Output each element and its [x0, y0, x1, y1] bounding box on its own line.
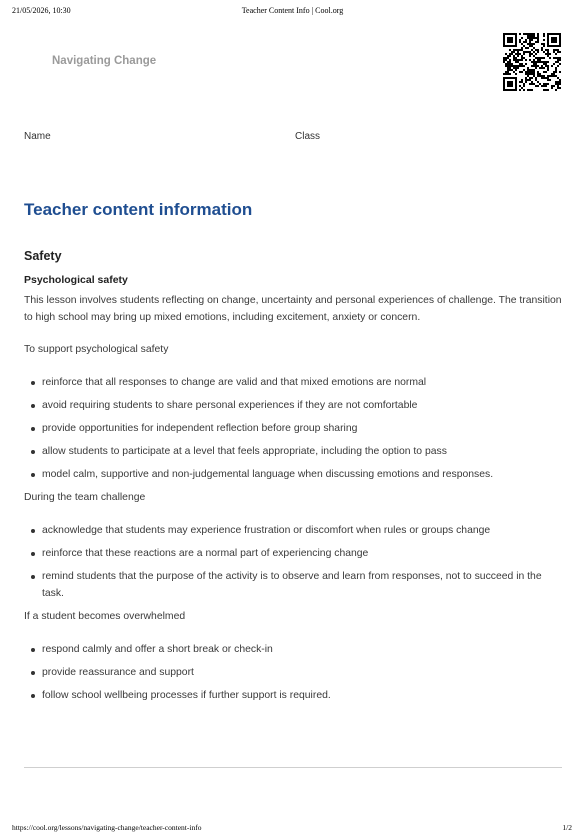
- print-datetime: 21/05/2026, 10:30: [12, 6, 71, 15]
- bullet-icon: [31, 671, 35, 675]
- guidance-group: [24, 608, 564, 704]
- guidance-group: [24, 341, 564, 483]
- bullet-icon: [31, 381, 35, 385]
- page-number: 1/2: [562, 823, 572, 832]
- name-field-label: Name: [24, 131, 51, 142]
- qr-code-icon: [503, 33, 561, 91]
- intro-paragraph: This lesson involves students reflecting on change, uncertainty and personal experiences of challenge. The transition to high school may bring up mixed emotions, including excitement, anxiety or concern.: [24, 295, 562, 323]
- bullet-icon: [31, 648, 35, 652]
- group-lead: During the team challenge: [24, 492, 146, 503]
- list-item: allow students to participate at a level that feels appropriate, including the option to pass: [24, 443, 564, 460]
- bullet-icon: [31, 427, 35, 431]
- bullet-icon: [31, 473, 35, 477]
- list-item: respond calmly and offer a short break or check-in: [24, 641, 564, 658]
- bullet-list: [24, 374, 564, 483]
- group-lead: If a student becomes overwhelmed: [24, 611, 186, 622]
- list-item: model calm, supportive and non-judgemental language when discussing emotions and responses.: [24, 466, 564, 483]
- list-item: reinforce that these reactions are a normal part of experiencing change: [24, 545, 564, 562]
- print-header: [0, 6, 585, 18]
- print-footer: [0, 823, 585, 835]
- divider: [24, 767, 562, 768]
- list-item: provide reassurance and support: [24, 664, 564, 681]
- lesson-name: Navigating Change: [52, 55, 157, 67]
- group-lead: To support psychological safety: [24, 344, 169, 355]
- bullet-list: [24, 522, 564, 602]
- bullet-icon: [31, 694, 35, 698]
- bullet-icon: [31, 529, 35, 533]
- guidance-group: [24, 489, 564, 602]
- print-page-title: Teacher Content Info | Cool.org: [241, 6, 344, 15]
- page-title: Teacher content information: [24, 200, 253, 219]
- list-item: follow school wellbeing processes if further support is required.: [24, 687, 564, 704]
- section-heading-safety: Safety: [24, 249, 62, 263]
- bullet-icon: [31, 404, 35, 408]
- class-field-label: Class: [295, 131, 321, 142]
- main-content: [24, 199, 564, 710]
- bullet-icon: [31, 450, 35, 454]
- bullet-icon: [31, 575, 35, 579]
- list-item: acknowledge that students may experience frustration or discomfort when rules or groups change: [24, 522, 564, 539]
- bullet-list: [24, 641, 564, 704]
- list-item: avoid requiring students to share personal experiences if they are not comfortable: [24, 397, 564, 414]
- print-url: https://cool.org/lessons/navigating-change/teacher-content-info: [12, 823, 202, 832]
- subsection-heading-psychological-safety: Psychological safety: [24, 274, 128, 286]
- list-item: reinforce that all responses to change are valid and that mixed emotions are normal: [24, 374, 564, 391]
- bullet-icon: [31, 552, 35, 556]
- list-item: remind students that the purpose of the activity is to observe and learn from responses, not to succeed in the task.: [24, 568, 564, 602]
- list-item: provide opportunities for independent reflection before group sharing: [24, 420, 564, 437]
